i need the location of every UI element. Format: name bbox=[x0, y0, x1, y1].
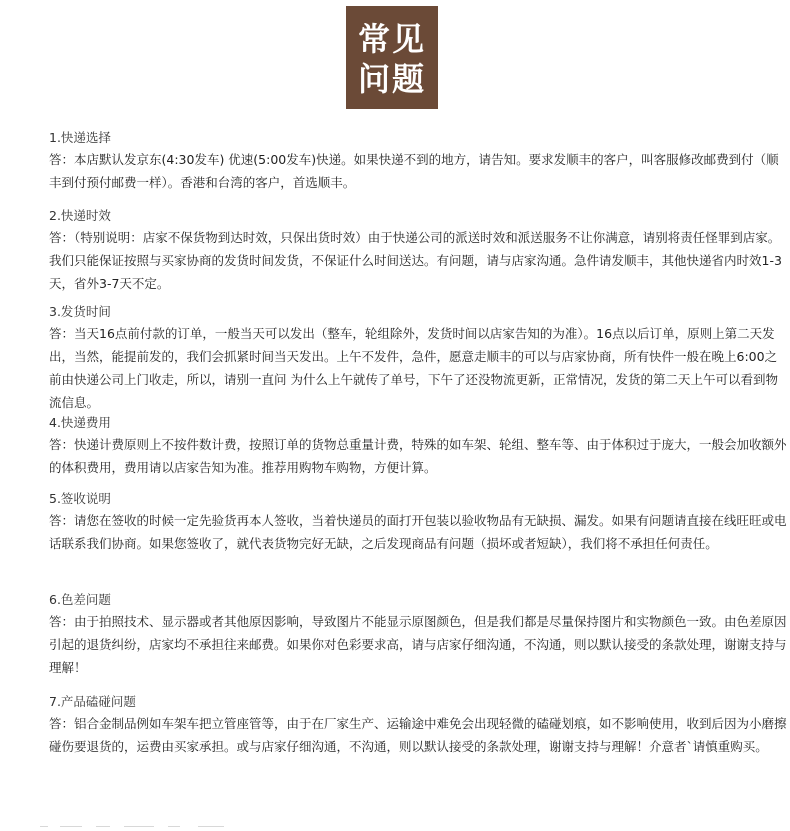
faq-title: 2.快递时效 bbox=[49, 208, 111, 223]
faq-item-shipping-fee bbox=[49, 413, 787, 479]
faq-answer: 答：（特别说明：店家不保货物到达时效，只保出货时效）由于快递公司的派送时效和派送服务不让你满意，请别将责任怪罪到店家。我们只能保证按照与买家协商的发货时间发货，不保证什么时间送达。有问题，请与店家沟通。急件请发顺丰，其他快递省内时效1-3天，省外3-7天不定。 bbox=[49, 230, 782, 291]
faq-title: 6.色差问题 bbox=[49, 592, 111, 607]
faq-answer: 答：当天16点前付款的订单，一般当天可以发出（整车，轮组除外，发货时间以店家告知的为准）。16点以后订单，原则上第二天发出，当然，能提前发的，我们会抓紧时间当天发出。上午不发件，急件，愿意走顺丰的可以与店家协商，所有快件一般在晚上6:00之前由快递公司上门收走，所以，请别一直问 为什么上午就传了单号，下午了还没物流更新，正常情况，发货的第二天上午可以看到物流信息。 bbox=[49, 326, 778, 410]
faq-item-delivery-time bbox=[49, 206, 787, 295]
faq-item-shipping-choice bbox=[49, 128, 787, 194]
faq-title: 3.发货时间 bbox=[49, 304, 111, 319]
faq-answer: 答：铝合金制品例如车架车把立管座管等，由于在厂家生产、运输途中难免会出现轻微的磕碰划痕，如不影响使用，收到后因为小磨擦碰伤要退货的，运费由买家承担。或与店家仔细沟通，不沟通，则以默认接受的条款处理，谢谢支持与理解！介意者`请慎重购买。 bbox=[49, 716, 787, 754]
faq-answer: 答：快递计费原则上不按件数计费，按照订单的货物总重量计费，特殊的如车架、轮组、整车等、由于体积过于庞大，一般会加收额外的体积费用，费用请以店家告知为准。推荐用购物车购物，方便计算。 bbox=[49, 437, 787, 475]
faq-item-dispatch-time bbox=[49, 302, 787, 414]
faq-title: 4.快递费用 bbox=[49, 415, 111, 430]
faq-title: 7.产品磕碰问题 bbox=[49, 694, 136, 709]
faq-item-color-difference bbox=[49, 590, 787, 679]
faq-answer: 答：请您在签收的时候一定先验货再本人签收，当着快递员的面打开包装以验收物品有无缺损、漏发。如果有问题请直接在线旺旺或电话联系我们协商。如果您签收了，就代表货物完好无缺，之后发现商品有问题（损坏或者短缺），我们将不承担任何责任。 bbox=[49, 513, 787, 551]
faq-title: 5.签收说明 bbox=[49, 491, 111, 506]
faq-item-scratches bbox=[49, 692, 787, 758]
badge-line-1: 常见 bbox=[357, 19, 426, 58]
badge-line-2: 问题 bbox=[357, 59, 426, 98]
faq-title: 1.快递选择 bbox=[49, 130, 111, 145]
bottom-divider bbox=[0, 822, 790, 831]
faq-answer: 答：由于拍照技术、显示器或者其他原因影响，导致图片不能显示原图颜色，但是我们都是尽量保持图片和实物颜色一致。由色差原因引起的退货纠纷，店家均不承担往来邮费。如果你对色彩要求高，请与店家仔细沟通，不沟通，则以默认接受的条款处理，谢谢支持与理解！ bbox=[49, 614, 787, 675]
faq-answer: 答：本店默认发京东(4:30发车) 优速(5:00发车)快递。如果快递不到的地方，请告知。要求发顺丰的客户，叫客服修改邮费到付（顺丰到付预付邮费一样）。香港和台湾的客户，首选顺丰。 bbox=[49, 152, 779, 190]
faq-item-receipt bbox=[49, 489, 787, 555]
faq-badge bbox=[346, 6, 438, 109]
